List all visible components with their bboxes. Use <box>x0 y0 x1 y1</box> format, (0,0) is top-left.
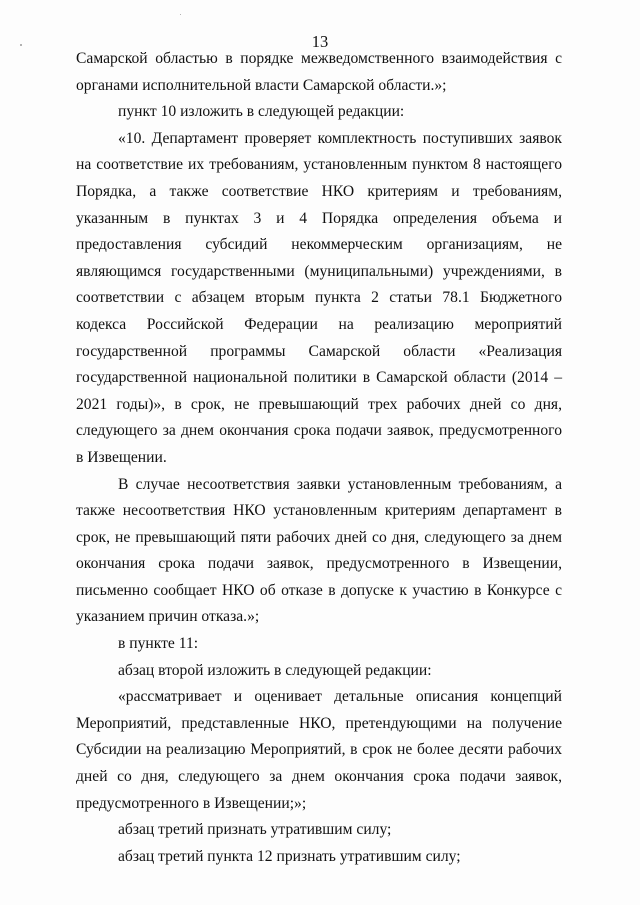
page-number: 13 <box>311 32 329 51</box>
paragraph-second-clause-text: «рассматривает и оценивает детальные описания концепций Мероприятий, представленные НКО, претендующими на получение Субсидии на реализацию Мероприятий, в срок не более десяти рабочих дней со дня, следующего за днем окончания срока подачи заявок, предусмотренного в Извещении;»; <box>76 688 562 812</box>
scan-speck <box>180 14 181 15</box>
paragraph-third-clause-void: абзац третий признать утратившим силу; <box>118 821 392 839</box>
paragraph-item-10-intro: пункт 10 изложить в следующей редакции: <box>118 103 405 121</box>
paragraph-nonconformity: В случае несоответствия заявки установленным требованиям, а также несоответствия НКО установленным критериям департамент в срок, не превышающий пяти рабочих дней со дня, следующего за днем окончания срока подачи заявок, предусмотренного в Извещении, письменно сообщает НКО об отказе в допуске к участию в Конкурсе с указанием причин отказа.»; <box>76 475 562 626</box>
paragraph-item-10-text: «10. Департамент проверяет комплектность поступивших заявок на соответствие их требованиям, установленным пунктом 8 настоящего Порядка, а также соответствие НКО критериям и требованиям, указанным в пунктах 3 и 4 Порядка определения объема и предоставления субсидий некоммерческим организациям, не являющимся государственными (муниципальными) учреждениями, в соответствии с абзацем вторым пункта 2 статьи 78.1 Бюджетного кодекса Российской Федерации на реализацию мероприятий государственной программы Самарской области «Реализация государственной национальной политики в Самарской области (2014 – 2021 годы)», в срок, не превышающий трех рабочих дней со дня, следующего за днем окончания срока подачи заявок, предусмотренного в Извещении. <box>76 129 562 466</box>
document-body <box>76 46 562 870</box>
paragraph-continuation: Самарской областью в порядке межведомственного взаимодействия с органами исполнительной власти Самарской области.»; <box>76 50 562 94</box>
paragraph-item-12-third-clause-void: абзац третий пункта 12 признать утратившим силу; <box>118 847 461 865</box>
paragraph-item-11-intro: в пункте 11: <box>118 635 199 653</box>
paragraph-second-clause-intro: абзац второй изложить в следующей редакции: <box>118 661 432 679</box>
